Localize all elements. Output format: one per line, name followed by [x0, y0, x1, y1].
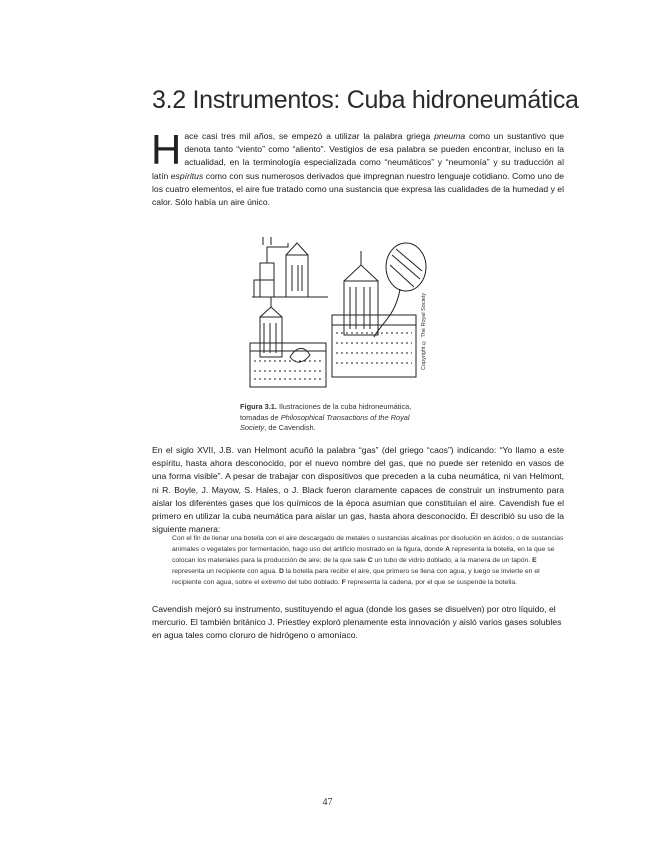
figure-credit: Copyright © The Royal Society — [421, 292, 427, 370]
section-title: 3.2 Instrumentos: Cuba hidroneumática — [152, 86, 579, 114]
intro-text-b: como un sustantivo que denota tanto “viento” como “aliento”. Vestigios de esa palabra se pueden encontrar, incluso en la actualidad, en la terminología especializada como “neumáticos” y “neumonía” y su traducción al latín — [152, 131, 564, 181]
apparatus-panel-2 — [332, 243, 426, 377]
quote-letter-c: C — [367, 556, 373, 564]
intro-paragraph — [151, 126, 564, 209]
figure-caption — [240, 402, 435, 434]
quote-text-6: representa la cadena, por el que se suspende la botella. — [345, 578, 518, 586]
quote-text-4: representa un recipiente con agua. — [172, 567, 279, 575]
body-paragraph-3: Cavendish mejoró su instrumento, sustituyendo el agua (donde los gases se disuelven) por otro líquido, el mercurio. El también británico J. Priestley exploró plenamente esta innovación y aisló varios gases solubles en agua tales como cloruro de hidrógeno o amoníaco. — [152, 604, 562, 641]
quote-text-5: la botella para recibir el aire, que primero se llena con agua, y luego se invierte en el recipiente con agua, sobre el extremo del tubo doblado. — [172, 567, 540, 586]
drop-cap: H — [151, 126, 182, 173]
caption-text-a: Ilustraciones de la cuba hidroneumática, tomadas de — [240, 402, 412, 422]
apparatus-panel-1 — [252, 237, 328, 297]
cavendish-quote — [172, 534, 564, 589]
quote-letter-d: D — [278, 567, 284, 575]
caption-text-b: , de Cavendish. — [264, 423, 316, 433]
quote-text-1: Con el fin de llenar una botella con el aire descargado de metales o sustancias alcalinas por disolución en ácidos, o de sustancias animales o vegetales por fermentación, hago uso del artificio mostrado en la figura, donde — [172, 535, 564, 553]
intro-text-a: ace casi tres mil años, se empezó a utilizar la palabra griega — [184, 131, 435, 141]
quote-letter-f: F — [341, 578, 346, 586]
quote-letter-e: E — [532, 556, 537, 564]
intro-term-pneuma: pneuma — [434, 131, 466, 141]
intro-text-c: como con sus numerosos derivados que impregnan nuestro lenguaje cotidiano. Como uno de los cuatro elementos, el aire fue tratado como una sustancia que expresa las cualidades de la humedad y el calor. Sólo había un aire único. — [152, 170, 564, 208]
quote-text-3: un tubo de vidrio doblado, a la manera de un tapón. — [372, 556, 533, 564]
pneumatic-trough-illustration — [240, 225, 440, 395]
quote-text-2: representa la botella, en la que se colocan los materiales para la producción de aire; de la que sale — [172, 545, 555, 564]
page-number: 47 — [322, 797, 333, 808]
caption-journal: Philosophical Transactions of the Royal Society — [240, 412, 410, 433]
apparatus-panel-3 — [250, 297, 326, 387]
quote-letter-a: A — [445, 545, 451, 553]
caption-label: Figura 3.1. — [240, 402, 277, 411]
intro-term-spiritus: espíritus — [170, 170, 204, 181]
body-paragraph-2: En el siglo XVII, J.B. van Helmont acuñó la palabra “gas” (del griego “caos”) indicando: “Yo llamo a este espíritu, hasta ahora desconocido, por el nuevo nombre del gas, que no puede ser retenido en vasos de una forma visible”. A pesar de trabajar con dispositivos que preceden a la cuba neumática, ni van Helmont, ni R. Boyle, J. Mayow, S. Hales, o J. Black fueron claramente capaces de construir un instrumento para aislar los diferentes gases que los químicos de la época asumían que constituían el aire. Cavendish fue el primero en utilizar la cuba neumática para aislar un gas, hasta ahora desconocido. Él describió su uso de la siguiente manera: — [152, 445, 564, 535]
